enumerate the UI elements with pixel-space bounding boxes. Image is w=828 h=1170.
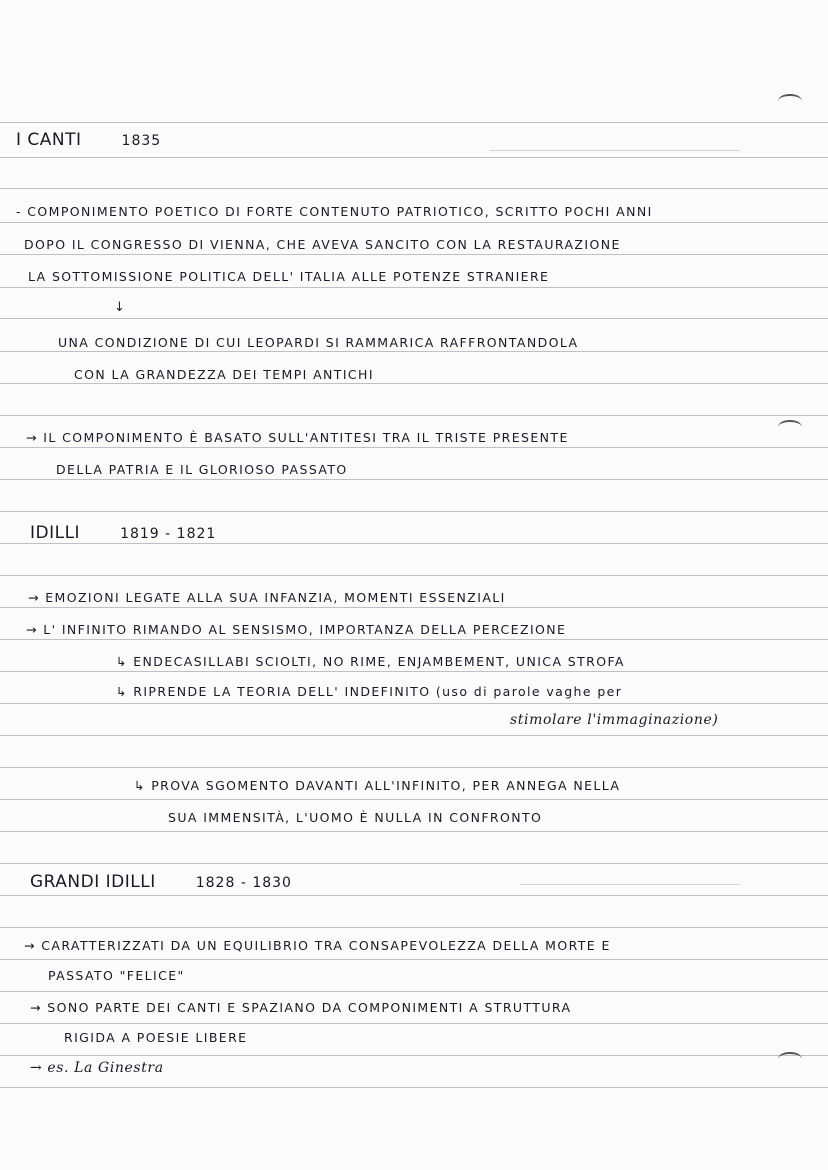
note-line: → CARATTERIZZATI DA UN EQUILIBRIO TRA CONSAPEVOLEZZA DELLA MORTE E: [24, 938, 611, 953]
ruled-line: [0, 287, 828, 288]
note-line: → es. La Ginestra: [30, 1060, 164, 1076]
section-title: GRANDI IDILLI: [30, 872, 156, 892]
ruled-line: [0, 735, 828, 736]
ruled-line: [0, 415, 828, 416]
binder-ring-icon: [778, 420, 802, 434]
ruled-line: [0, 122, 828, 123]
ruled-line: [0, 991, 828, 992]
ruled-line: [0, 863, 828, 864]
ruled-line: [0, 767, 828, 768]
ruled-line: [0, 895, 828, 896]
note-line: LA SOTTOMISSIONE POLITICA DELL' ITALIA ALLE POTENZE STRANIERE: [28, 269, 550, 284]
note-line: → L' INFINITO RIMANDO AL SENSISMO, IMPORTANZA DELLA PERCEZIONE: [26, 622, 567, 637]
ruled-line: [0, 1023, 828, 1024]
ruled-line: [0, 607, 828, 608]
ruled-line: [0, 1055, 828, 1056]
binder-ring-icon: [778, 1052, 802, 1066]
ruled-line: [0, 639, 828, 640]
ruled-line: [0, 575, 828, 576]
ruled-line: [0, 188, 828, 189]
ruled-line: [0, 927, 828, 928]
section-title: IDILLI: [30, 523, 81, 543]
faint-scribble: [490, 150, 740, 151]
ruled-line: [0, 479, 828, 480]
note-line: → SONO PARTE DEI CANTI E SPAZIANO DA COMPONIMENTI A STRUTTURA: [30, 1000, 572, 1015]
binder-ring-icon: [778, 94, 802, 108]
section-heading-idilli: [30, 523, 216, 543]
note-line: stimolare l'immaginazione): [510, 712, 719, 728]
section-heading-grandi-idilli: [30, 872, 292, 892]
note-line: DELLA PATRIA E IL GLORIOSO PASSATO: [56, 462, 348, 477]
arrow-down-icon: ↓: [114, 300, 125, 315]
section-years: 1819 - 1821: [120, 526, 217, 542]
ruled-line: [0, 799, 828, 800]
note-line: PASSATO "FELICE": [48, 968, 185, 983]
note-line: → EMOZIONI LEGATE ALLA SUA INFANZIA, MOMENTI ESSENZIALI: [28, 590, 506, 605]
ruled-line: [0, 157, 828, 158]
note-line: ↳ ENDECASILLABI SCIOLTI, NO RIME, ENJAMBEMENT, UNICA STROFA: [116, 654, 625, 669]
section-years: 1828 - 1830: [195, 875, 292, 891]
ruled-line: [0, 383, 828, 384]
note-line: DOPO IL CONGRESSO DI VIENNA, CHE AVEVA SANCITO CON LA RESTAURAZIONE: [24, 237, 621, 252]
ruled-line: [0, 351, 828, 352]
note-line: → IL COMPONIMENTO È BASATO SULL'ANTITESI TRA IL TRISTE PRESENTE: [26, 430, 569, 445]
ruled-line: [0, 447, 828, 448]
section-heading-i-canti: [16, 130, 161, 150]
ruled-line: [0, 318, 828, 319]
note-line: RIGIDA A POESIE LIBERE: [64, 1030, 248, 1045]
ruled-line: [0, 703, 828, 704]
ruled-line: [0, 543, 828, 544]
note-line: ↳ PROVA SGOMENTO DAVANTI ALL'INFINITO, PER ANNEGA NELLA: [134, 778, 621, 793]
ruled-line: [0, 671, 828, 672]
note-line: - COMPONIMENTO POETICO DI FORTE CONTENUTO PATRIOTICO, SCRITTO POCHI ANNI: [16, 204, 653, 219]
note-line: ↳ RIPRENDE LA TEORIA DELL' INDEFINITO (uso di parole vaghe per: [116, 684, 623, 699]
ruled-line: [0, 254, 828, 255]
ruled-line: [0, 1087, 828, 1088]
note-line: SUA IMMENSITÀ, L'UOMO È NULLA IN CONFRONTO: [168, 810, 543, 825]
faint-scribble: [520, 884, 740, 885]
section-title: I CANTI: [16, 130, 82, 150]
ruled-line: [0, 511, 828, 512]
note-line: UNA CONDIZIONE DI CUI LEOPARDI SI RAMMARICA RAFFRONTANDOLA: [58, 335, 579, 350]
ruled-line: [0, 222, 828, 223]
ruled-line: [0, 831, 828, 832]
note-line: CON LA GRANDEZZA DEI TEMPI ANTICHI: [74, 367, 374, 382]
section-years: 1835: [121, 133, 162, 149]
ruled-line: [0, 959, 828, 960]
